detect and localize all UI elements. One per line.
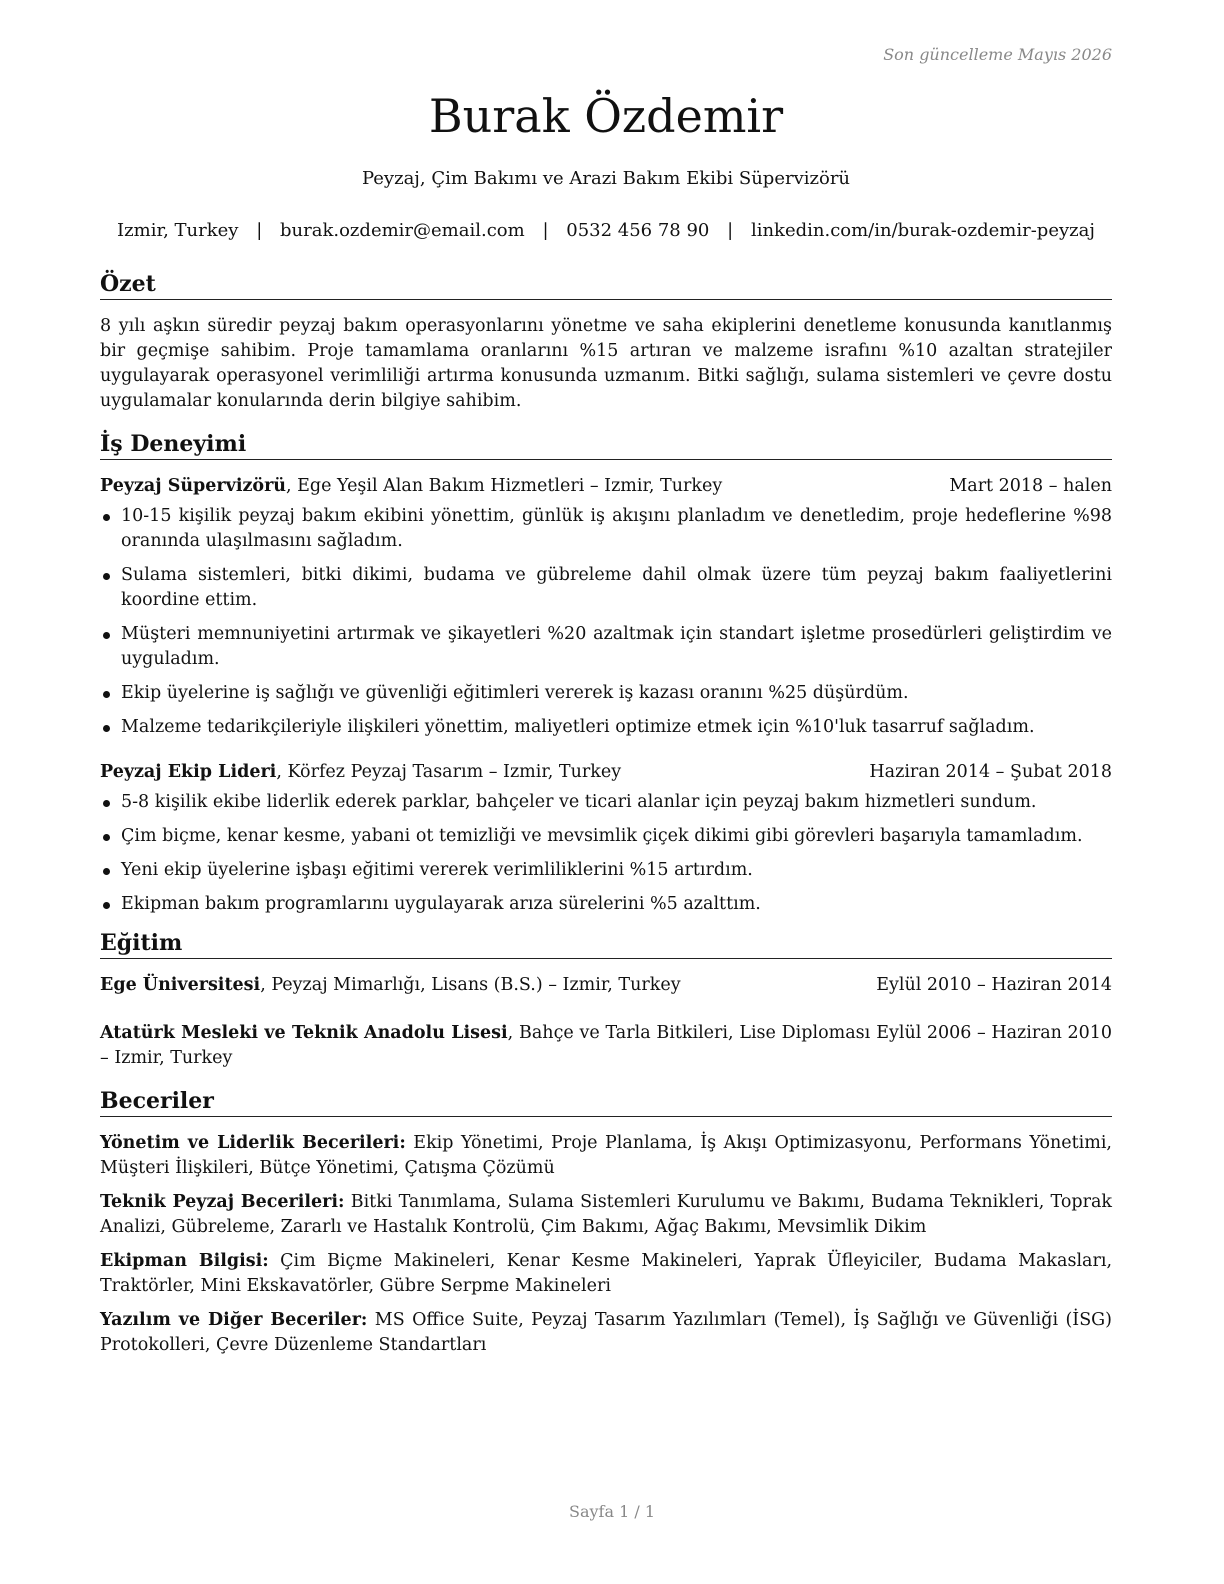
- education-entry: [100, 1021, 1112, 1071]
- education-school: Ege Üniversitesi: [100, 975, 261, 995]
- job-entry: [100, 760, 1112, 917]
- bullet-item: Müşteri memnuniyetini artırmak ve şikayetleri %20 azaltmak için standart işletme prosedürleri geliştirdim ve uyguladım.: [100, 622, 1112, 672]
- education-detail: , Peyzaj Mimarlığı, Lisans (B.S.) – Izmir, Turkey: [260, 975, 681, 995]
- bullet-item: Çim biçme, kenar kesme, yabani ot temizliği ve mevsimlik çiçek dikimi gibi görevleri başarıyla tamamladım.: [100, 824, 1112, 849]
- job-org: , Körfez Peyzaj Tasarım – Izmir, Turkey: [276, 762, 622, 782]
- contact-separator: |: [542, 220, 549, 241]
- education-school: Atatürk Mesleki ve Teknik Anadolu Lisesi: [100, 1023, 508, 1043]
- section-title-summary: Özet: [100, 270, 1112, 300]
- skill-group-label: Teknik Peyzaj Becerileri:: [100, 1192, 345, 1212]
- job-header: [100, 760, 1112, 785]
- contact-location: Izmir, Turkey: [117, 220, 239, 241]
- last-updated: Son güncelleme Mayıs 2026: [883, 45, 1112, 64]
- bullet-item: 5-8 kişilik ekibe liderlik ederek parklar, bahçeler ve ticari alanlar için peyzaj bakım hizmetleri sundum.: [100, 790, 1112, 815]
- education-detail: , Bahçe ve Tarla Bitkileri, Lise Diploması – Izmir, Turkey: [100, 1023, 871, 1068]
- skill-group: [100, 1249, 1112, 1299]
- education-line: [100, 1021, 870, 1071]
- job-header: [100, 474, 1112, 499]
- section-title-skills: Beceriler: [100, 1087, 1112, 1117]
- job-bullets: [100, 504, 1112, 740]
- bullet-item: Sulama sistemleri, bitki dikimi, budama ve gübreleme dahil olmak üzere tüm peyzaj bakım faaliyetlerini koordine ettim.: [100, 563, 1112, 613]
- job-role: Peyzaj Süpervizörü: [100, 476, 287, 496]
- bullet-item: Yeni ekip üyelerine işbaşı eğitimi vererek verimliliklerini %15 artırdım.: [100, 858, 1112, 883]
- candidate-name: Burak Özdemir: [428, 89, 784, 143]
- skill-group-text: Ekip Yönetimi, Proje Planlama, İş Akışı Optimizasyonu, Performans Yönetimi, Müşteri İlişkileri, Bütçe Yönetimi, Çatışma Çözümü: [100, 1133, 1112, 1178]
- education-entry: [100, 973, 1112, 998]
- skills-list: [100, 1131, 1112, 1358]
- contact-phone: 0532 456 78 90: [566, 220, 710, 241]
- job-org: , Ege Yeşil Alan Bakım Hizmetleri – Izmir, Turkey: [286, 476, 723, 496]
- section-title-education: Eğitim: [100, 929, 1112, 959]
- bullet-item: Malzeme tedarikçileriyle ilişkileri yönettim, maliyetleri optimize etmek için %10'luk tasarruf sağladım.: [100, 715, 1112, 740]
- bullet-item: 10-15 kişilik peyzaj bakım ekibini yönettim, günlük iş akışını planladım ve denetledim, proje hedeflerine %98 oranında ulaşılmasını sağladım.: [100, 504, 1112, 554]
- job-role: Peyzaj Ekip Lideri: [100, 762, 277, 782]
- education-dates: Eylül 2010 – Haziran 2014: [876, 975, 1112, 995]
- section-title-experience: İş Deneyimi: [100, 430, 1112, 460]
- page-number: Sayfa 1 / 1: [568, 1502, 655, 1521]
- education-dates: Eylül 2006 – Haziran 2010: [876, 1023, 1112, 1043]
- skill-group: [100, 1131, 1112, 1181]
- summary-text: 8 yılı aşkın süredir peyzaj bakım operasyonlarını yönetme ve saha ekiplerini denetleme konusunda kanıtlanmış bir geçmişe sahibim. Proje tamamlama oranlarını %15 artıran ve malzeme israfını %10 azaltan stratejiler uygulayarak operasyonel verimliliği artırma konusunda uzmanım. Bitki sağlığı, sulama sistemleri ve çevre dostu uygulamalar konularında derin bilgiye sahibim.: [100, 316, 1112, 411]
- job-bullets: [100, 790, 1112, 917]
- skill-group-label: Ekipman Bilgisi:: [100, 1251, 269, 1271]
- contact-separator: |: [727, 220, 734, 241]
- job-dates: Mart 2018 – halen: [949, 476, 1112, 496]
- bullet-item: Ekip üyelerine iş sağlığı ve güvenliği eğitimleri vererek iş kazası oranını %25 düşürdüm.: [100, 681, 1112, 706]
- skill-group-text: MS Office Suite, Peyzaj Tasarım Yazılımları (Temel), İş Sağlığı ve Güvenliği (İSG) Protokolleri, Çevre Düzenleme Standartları: [100, 1310, 1112, 1355]
- contact-line: [100, 220, 1112, 241]
- skill-group: [100, 1190, 1112, 1240]
- skill-group-label: Yönetim ve Liderlik Becerileri:: [100, 1133, 406, 1153]
- job-title-line: [100, 760, 621, 785]
- contact-separator: |: [256, 220, 263, 241]
- job-dates: Haziran 2014 – Şubat 2018: [869, 762, 1112, 782]
- education-section: [100, 929, 1112, 1071]
- skill-group-text: Çim Biçme Makineleri, Kenar Kesme Makineleri, Yaprak Üfleyiciler, Budama Makasları, Traktörler, Mini Ekskavatörler, Gübre Serpme Makineleri: [100, 1251, 1113, 1296]
- skill-group: [100, 1308, 1112, 1358]
- skill-group-text: Bitki Tanımlama, Sulama Sistemleri Kurulumu ve Bakımı, Budama Teknikleri, Toprak Analizi, Gübreleme, Zararlı ve Hastalık Kontrolü, Çim Bakımı, Ağaç Bakımı, Mevsimlik Dikim: [100, 1192, 1113, 1237]
- education-line: [100, 973, 876, 998]
- contact-linkedin[interactable]: linkedin.com/in/burak-ozdemir-peyzaj: [750, 220, 1095, 241]
- contact-email[interactable]: burak.ozdemir@email.com: [280, 220, 525, 241]
- skill-group-label: Yazılım ve Diğer Beceriler:: [100, 1310, 368, 1330]
- summary-section: [100, 270, 1112, 414]
- job-entry: [100, 474, 1112, 740]
- skills-section: [100, 1087, 1112, 1367]
- experience-section: [100, 430, 1112, 926]
- headline: Peyzaj, Çim Bakımı ve Arazi Bakım Ekibi Süpervizörü: [361, 168, 851, 189]
- job-title-line: [100, 474, 722, 499]
- bullet-item: Ekipman bakım programlarını uygulayarak arıza sürelerini %5 azalttım.: [100, 892, 1112, 917]
